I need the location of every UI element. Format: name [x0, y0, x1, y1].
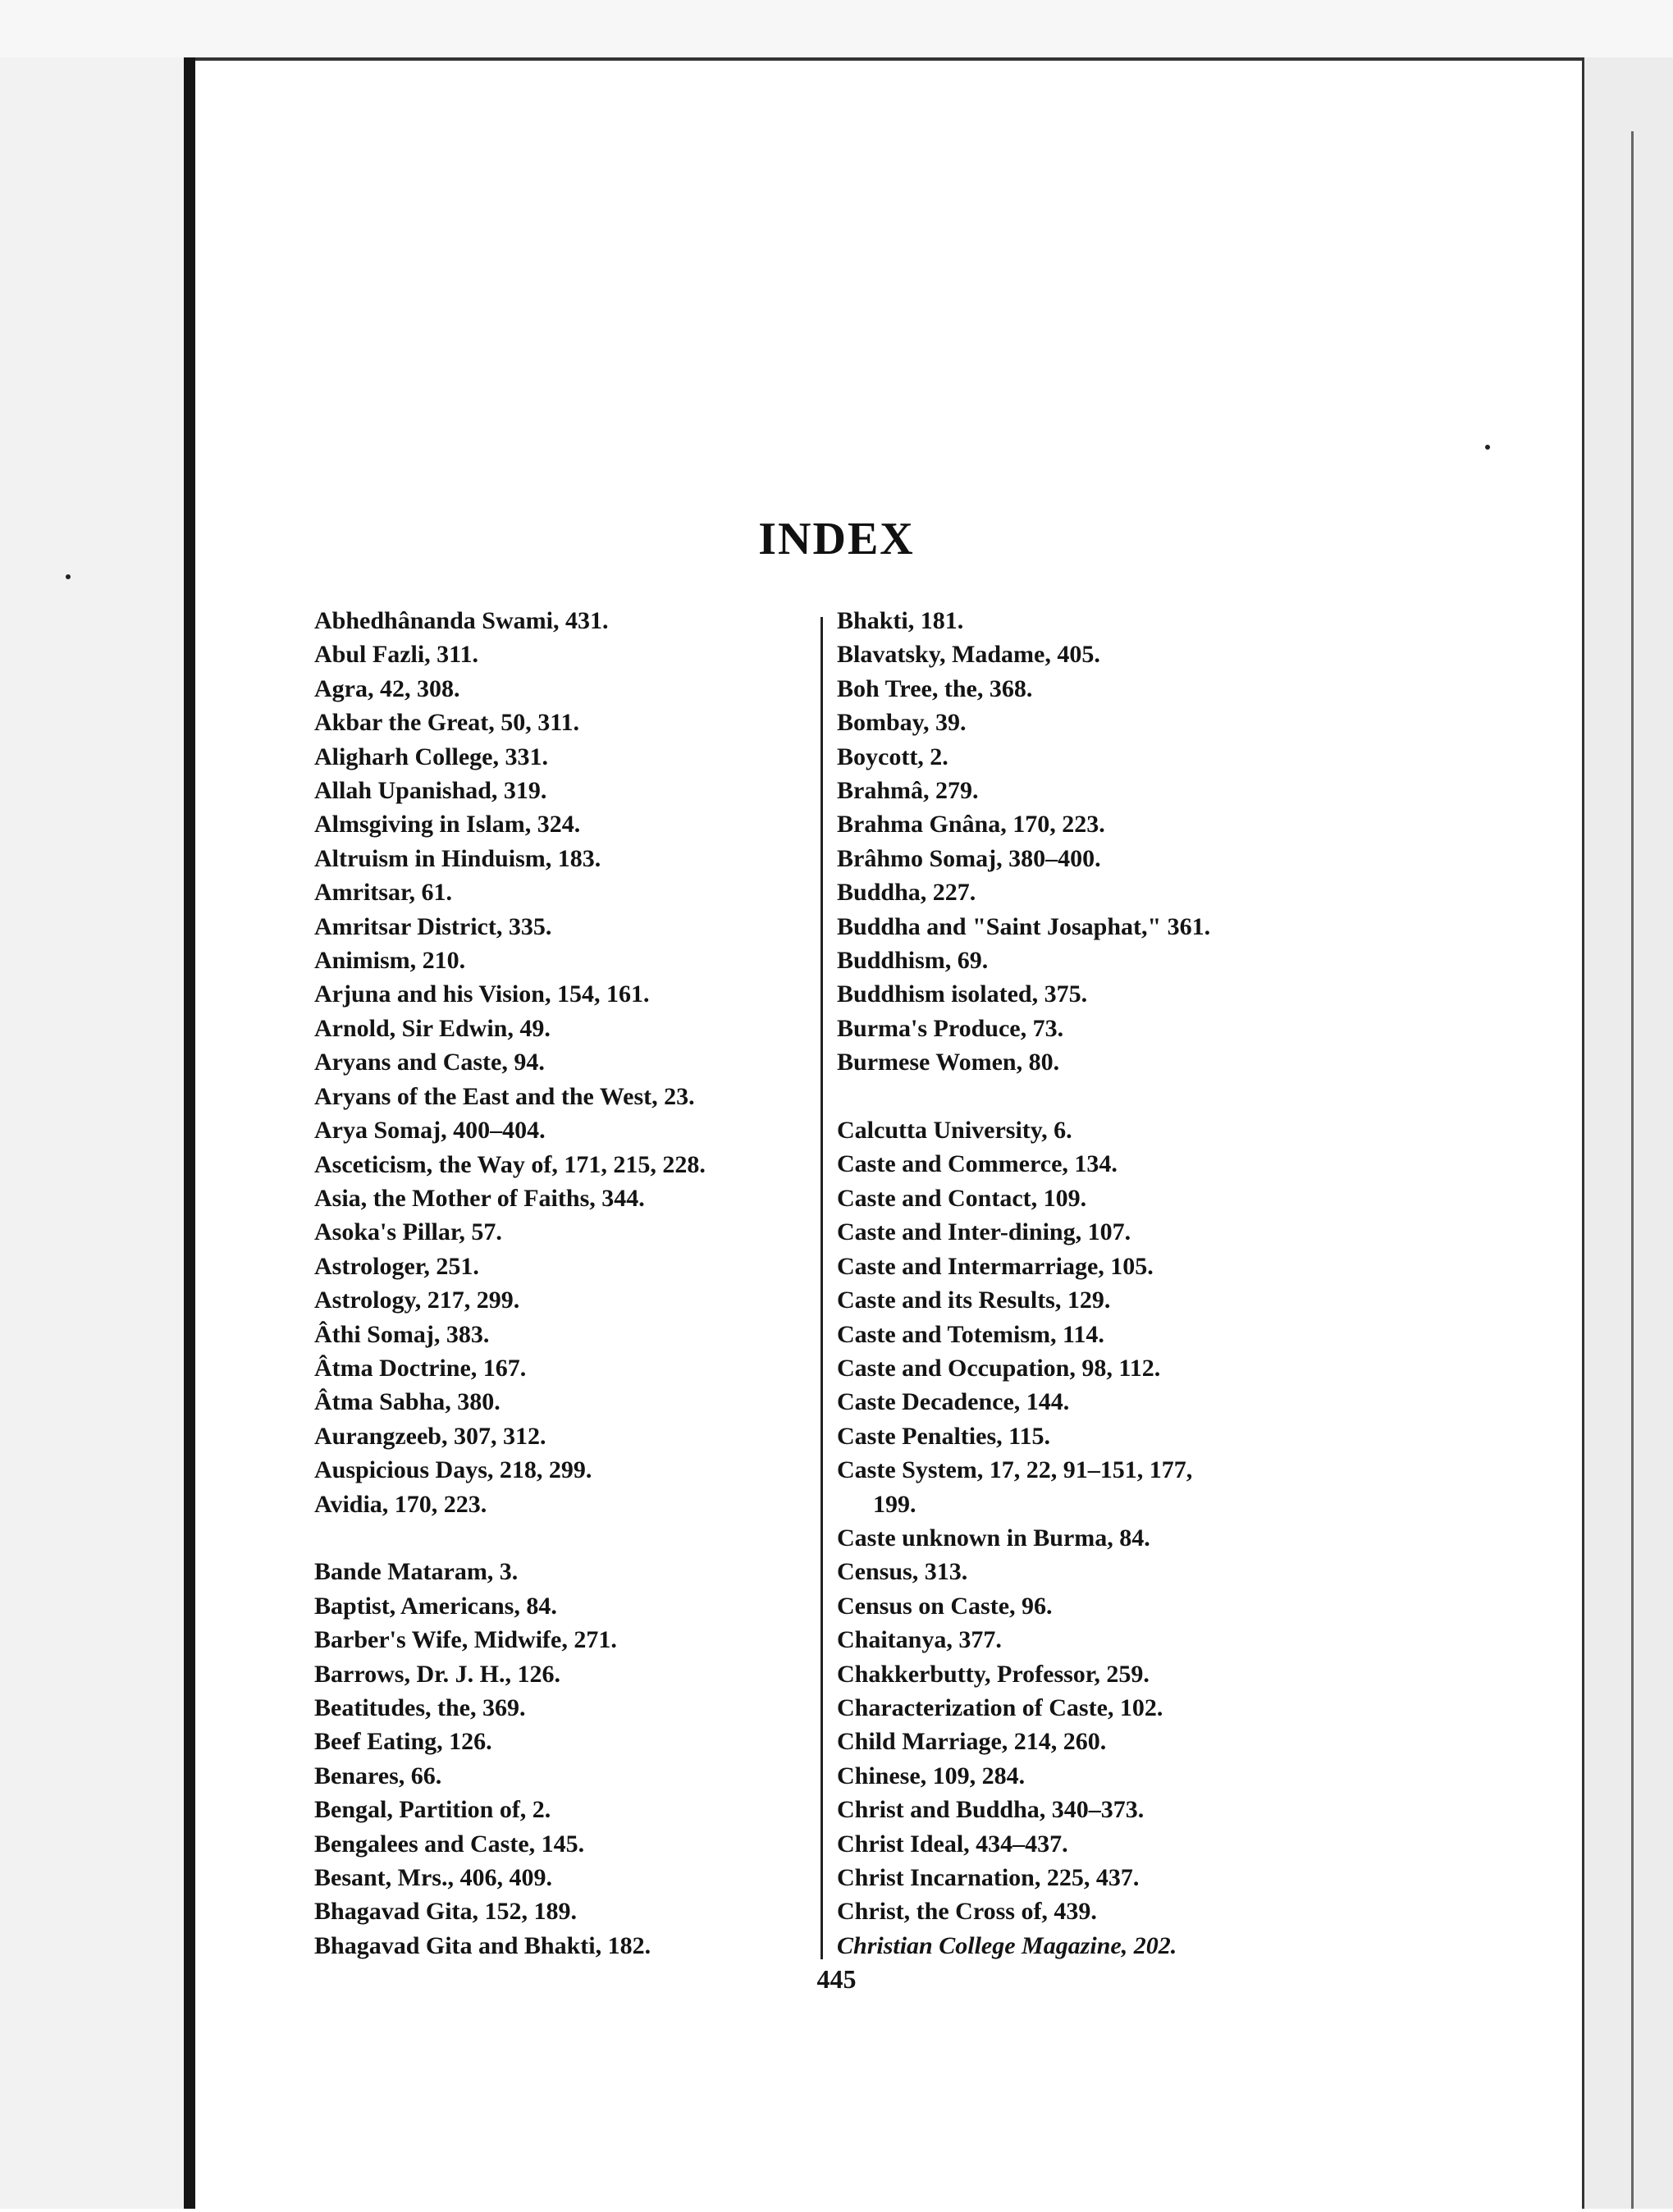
index-entry: Christ and Buddha, 340–373.: [837, 1796, 1145, 1824]
index-entry: Âtma Sabha, 380.: [314, 1388, 501, 1416]
index-entry: Christ Incarnation, 225, 437.: [837, 1864, 1140, 1892]
index-entry: Abul Fazli, 311.: [314, 641, 479, 669]
index-entry: Abhedhânanda Swami, 431.: [314, 607, 609, 634]
index-entry: Almsgiving in Islam, 324.: [314, 811, 581, 839]
index-entry: Animism, 210.: [314, 947, 466, 975]
index-entry: Calcutta University, 6.: [837, 1117, 1072, 1145]
index-entry: Baptist, Americans, 84.: [314, 1592, 557, 1620]
index-entry: Buddhism isolated, 375.: [837, 980, 1088, 1008]
index-entry: Âtma Doctrine, 167.: [314, 1354, 527, 1382]
index-entry: Arjuna and his Vision, 154, 161.: [314, 980, 650, 1008]
index-entry-continuation: 199.: [873, 1490, 916, 1518]
index-entry: Besant, Mrs., 406, 409.: [314, 1864, 552, 1892]
page-title: INDEX: [758, 514, 915, 564]
index-entry: Christ, the Cross of, 439.: [837, 1898, 1097, 1926]
index-entry: Aryans and Caste, 94.: [314, 1049, 545, 1076]
index-entry: Caste and Contact, 109.: [837, 1184, 1087, 1212]
index-entry: Child Marriage, 214, 260.: [837, 1728, 1107, 1756]
index-entry: Barrows, Dr. J. H., 126.: [314, 1660, 560, 1688]
scan-speck: [1485, 445, 1490, 450]
index-entry: Boycott, 2.: [837, 743, 948, 770]
index-entry: Caste System, 17, 22, 91–151, 177,: [837, 1456, 1193, 1484]
index-entry: Christian College Magazine, 202.: [837, 1931, 1177, 1959]
right-edge-line: [1631, 131, 1634, 2209]
index-entry: Bengal, Partition of, 2.: [314, 1796, 551, 1824]
scan-speck: [66, 574, 71, 579]
column-divider: [821, 617, 823, 1959]
index-entry: Bhagavad Gita and Bhakti, 182.: [314, 1931, 651, 1959]
index-entry: Benares, 66.: [314, 1762, 442, 1789]
section-gap: [314, 1521, 706, 1555]
index-column-right: [837, 604, 1210, 1963]
index-entry: Caste unknown in Burma, 84.: [837, 1524, 1150, 1552]
index-entry: Characterization of Caste, 102.: [837, 1693, 1163, 1721]
index-entry: Chaitanya, 377.: [837, 1626, 1002, 1654]
index-entry: Chakkerbutty, Professor, 259.: [837, 1660, 1150, 1688]
index-entry: Allah Upanishad, 319.: [314, 777, 547, 805]
index-entry: Buddha and "Saint Josaphat," 361.: [837, 912, 1211, 940]
index-entry: Buddhism, 69.: [837, 947, 989, 975]
index-entry: Caste and Occupation, 98, 112.: [837, 1354, 1161, 1382]
index-entry: Caste and Intermarriage, 105.: [837, 1252, 1154, 1280]
index-entry: Aurangzeeb, 307, 312.: [314, 1422, 546, 1450]
index-entry: Barber's Wife, Midwife, 271.: [314, 1626, 617, 1654]
index-entry: Astrology, 217, 299.: [314, 1287, 520, 1314]
index-entry: Caste and Inter-dining, 107.: [837, 1218, 1131, 1246]
index-entry: Census on Caste, 96.: [837, 1592, 1053, 1620]
index-entry: Avidia, 170, 223.: [314, 1490, 487, 1518]
index-entry: Caste Penalties, 115.: [837, 1422, 1050, 1450]
index-entry: Buddha, 227.: [837, 879, 976, 907]
index-entry: Bengalees and Caste, 145.: [314, 1830, 585, 1858]
index-entry: Brahmâ, 279.: [837, 777, 979, 805]
index-entry: Caste and its Results, 129.: [837, 1287, 1111, 1314]
index-entry: Christ Ideal, 434–437.: [837, 1830, 1068, 1858]
index-entry: Arnold, Sir Edwin, 49.: [314, 1014, 551, 1042]
index-entry: Boh Tree, the, 368.: [837, 674, 1033, 702]
section-gap: [837, 1080, 1210, 1113]
index-entry: Amritsar, 61.: [314, 879, 453, 907]
index-entry: Burmese Women, 80.: [837, 1049, 1060, 1076]
index-entry: Aryans of the East and the West, 23.: [314, 1082, 695, 1110]
index-entry: Burma's Produce, 73.: [837, 1014, 1064, 1042]
index-entry: Amritsar District, 335.: [314, 912, 552, 940]
left-page-edge: [0, 57, 189, 2209]
right-page-edge: [1582, 57, 1673, 2209]
index-entry: Brahma Gnâna, 170, 223.: [837, 811, 1105, 839]
index-entry: Asoka's Pillar, 57.: [314, 1218, 502, 1246]
index-entry: Census, 313.: [837, 1558, 968, 1586]
index-entry: Astrologer, 251.: [314, 1252, 479, 1280]
index-entry: Asceticism, the Way of, 171, 215, 228.: [314, 1150, 706, 1178]
index-entry: Arya Somaj, 400–404.: [314, 1117, 546, 1145]
index-entry: Bhakti, 181.: [837, 607, 964, 634]
index-entry: Bombay, 39.: [837, 709, 967, 737]
page-number: 445: [816, 1964, 857, 1994]
index-entry: Caste Decadence, 144.: [837, 1388, 1070, 1416]
index-entry: Caste and Totemism, 114.: [837, 1320, 1104, 1348]
index-entry: Beatitudes, the, 369.: [314, 1693, 526, 1721]
index-entry: Beef Eating, 126.: [314, 1728, 492, 1756]
index-entry: Chinese, 109, 284.: [837, 1762, 1026, 1789]
index-entry: Altruism in Hinduism, 183.: [314, 844, 601, 872]
index-entry: Auspicious Days, 218, 299.: [314, 1456, 592, 1484]
index-entry: Akbar the Great, 50, 311.: [314, 709, 580, 737]
index-entry: Brâhmo Somaj, 380–400.: [837, 844, 1101, 872]
index-entry: Aligharh College, 331.: [314, 743, 548, 770]
index-entry: Bande Mataram, 3.: [314, 1558, 519, 1586]
index-entry: Asia, the Mother of Faiths, 344.: [314, 1184, 645, 1212]
index-entry: Bhagavad Gita, 152, 189.: [314, 1898, 578, 1926]
index-entry: Caste and Commerce, 134.: [837, 1150, 1118, 1178]
book-binding-shadow: [184, 57, 195, 2209]
index-column-left: [314, 604, 706, 1963]
index-entry: Agra, 42, 308.: [314, 674, 460, 702]
index-entry: Blavatsky, Madame, 405.: [837, 641, 1100, 669]
index-entry: Âthi Somaj, 383.: [314, 1320, 490, 1348]
